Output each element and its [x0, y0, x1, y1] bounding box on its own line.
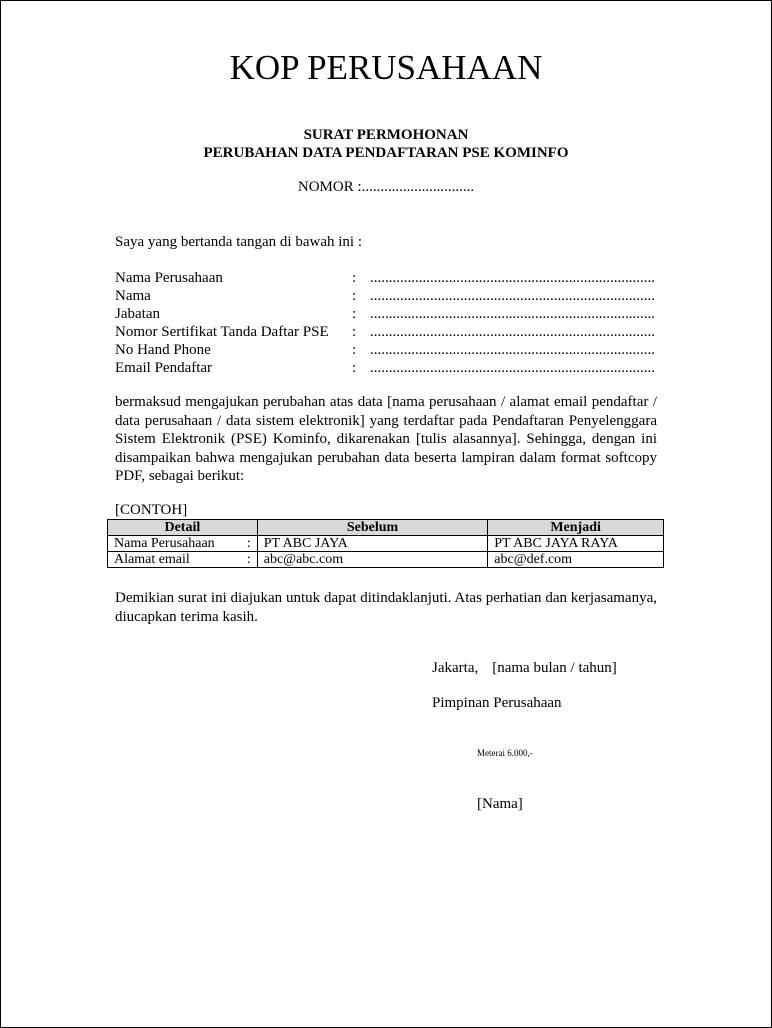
field-label-email-pendaftar: Email Pendaftar [115, 360, 213, 376]
table-cell-detail [108, 552, 258, 568]
field-colon: : [352, 288, 357, 304]
detail-label: Alamat email [114, 552, 190, 567]
signature-date: [nama bulan / tahun] [492, 660, 617, 676]
table-cell-menjadi: PT ABC JAYA RAYA [488, 536, 664, 552]
field-colon: : [352, 342, 357, 358]
table-cell-sebelum: PT ABC JAYA [257, 536, 488, 552]
detail-colon: : [246, 536, 251, 551]
field-label-no-hand-phone: No Hand Phone [115, 342, 211, 358]
letterhead-title: KOP PERUSAHAAN [229, 48, 543, 87]
signature-place-date [432, 659, 617, 677]
signature-city: Jakarta, [432, 660, 479, 676]
intro-text: Saya yang bertanda tangan di bawah ini : [115, 234, 363, 250]
field-label-jabatan: Jabatan [115, 306, 160, 322]
field-colon: : [352, 360, 357, 376]
table-cell-detail [108, 536, 258, 552]
detail-colon: : [246, 552, 251, 567]
table-header-row [108, 520, 664, 536]
table-cell-sebelum: abc@abc.com [257, 552, 488, 568]
column-header-sebelum: Sebelum [257, 520, 488, 536]
signature-name: [Nama] [477, 796, 523, 812]
request-paragraph: bermaksud mengajukan perubahan atas data [nama perusahaan / alamat email pendaftar / data perusahaan / data sistem elektronik] yang terdaftar pada Pendaftaran Penyelenggara Sistem Elektronik (PSE) Kominfo, dikarenakan [tulis alasannya]. Sehingga, dengan ini disampaikan bahwa mengajukan perubahan data beserta lampiran dalam format softcopy PDF, sebagai berikut: [115, 394, 657, 485]
field-label-nama-perusahaan: Nama Perusahaan [115, 270, 223, 286]
table-cell-menjadi: abc@def.com [488, 552, 664, 568]
letter-number: NOMOR :.............................. [297, 179, 475, 195]
field-value-email-pendaftar: ............................................................................ [370, 360, 655, 376]
stamp-duty-label: Meterai 6.000,- [477, 748, 533, 758]
field-value-nama: ............................................................................ [370, 288, 655, 304]
closing-paragraph: Demikian surat ini diajukan untuk dapat ditindaklanjuti. Atas perhatian dan kerjasamanya, diucapkan terima kasih. [115, 590, 657, 625]
field-colon: : [352, 270, 357, 286]
letter-subtitle: PERUBAHAN DATA PENDAFTARAN PSE KOMINFO [203, 145, 569, 161]
column-header-menjadi: Menjadi [488, 520, 664, 536]
column-header-detail: Detail [108, 520, 258, 536]
example-label: [CONTOH] [115, 502, 188, 518]
field-value-jabatan: ............................................................................ [370, 306, 655, 322]
letter-title: SURAT PERMOHONAN [303, 127, 469, 143]
table-row [108, 552, 664, 568]
field-label-nama: Nama [115, 288, 151, 304]
field-colon: : [352, 306, 357, 322]
change-table [107, 519, 664, 568]
field-value-no-hand-phone: ............................................................................ [370, 342, 655, 358]
field-colon: : [352, 324, 357, 340]
detail-label: Nama Perusahaan [114, 536, 215, 551]
field-label-nomor-sertifikat: Nomor Sertifikat Tanda Daftar PSE [115, 324, 329, 340]
field-value-nomor-sertifikat: ............................................................................ [370, 324, 655, 340]
table-row [108, 536, 664, 552]
signature-role: Pimpinan Perusahaan [432, 695, 562, 711]
field-value-nama-perusahaan: ............................................................................ [370, 270, 655, 286]
